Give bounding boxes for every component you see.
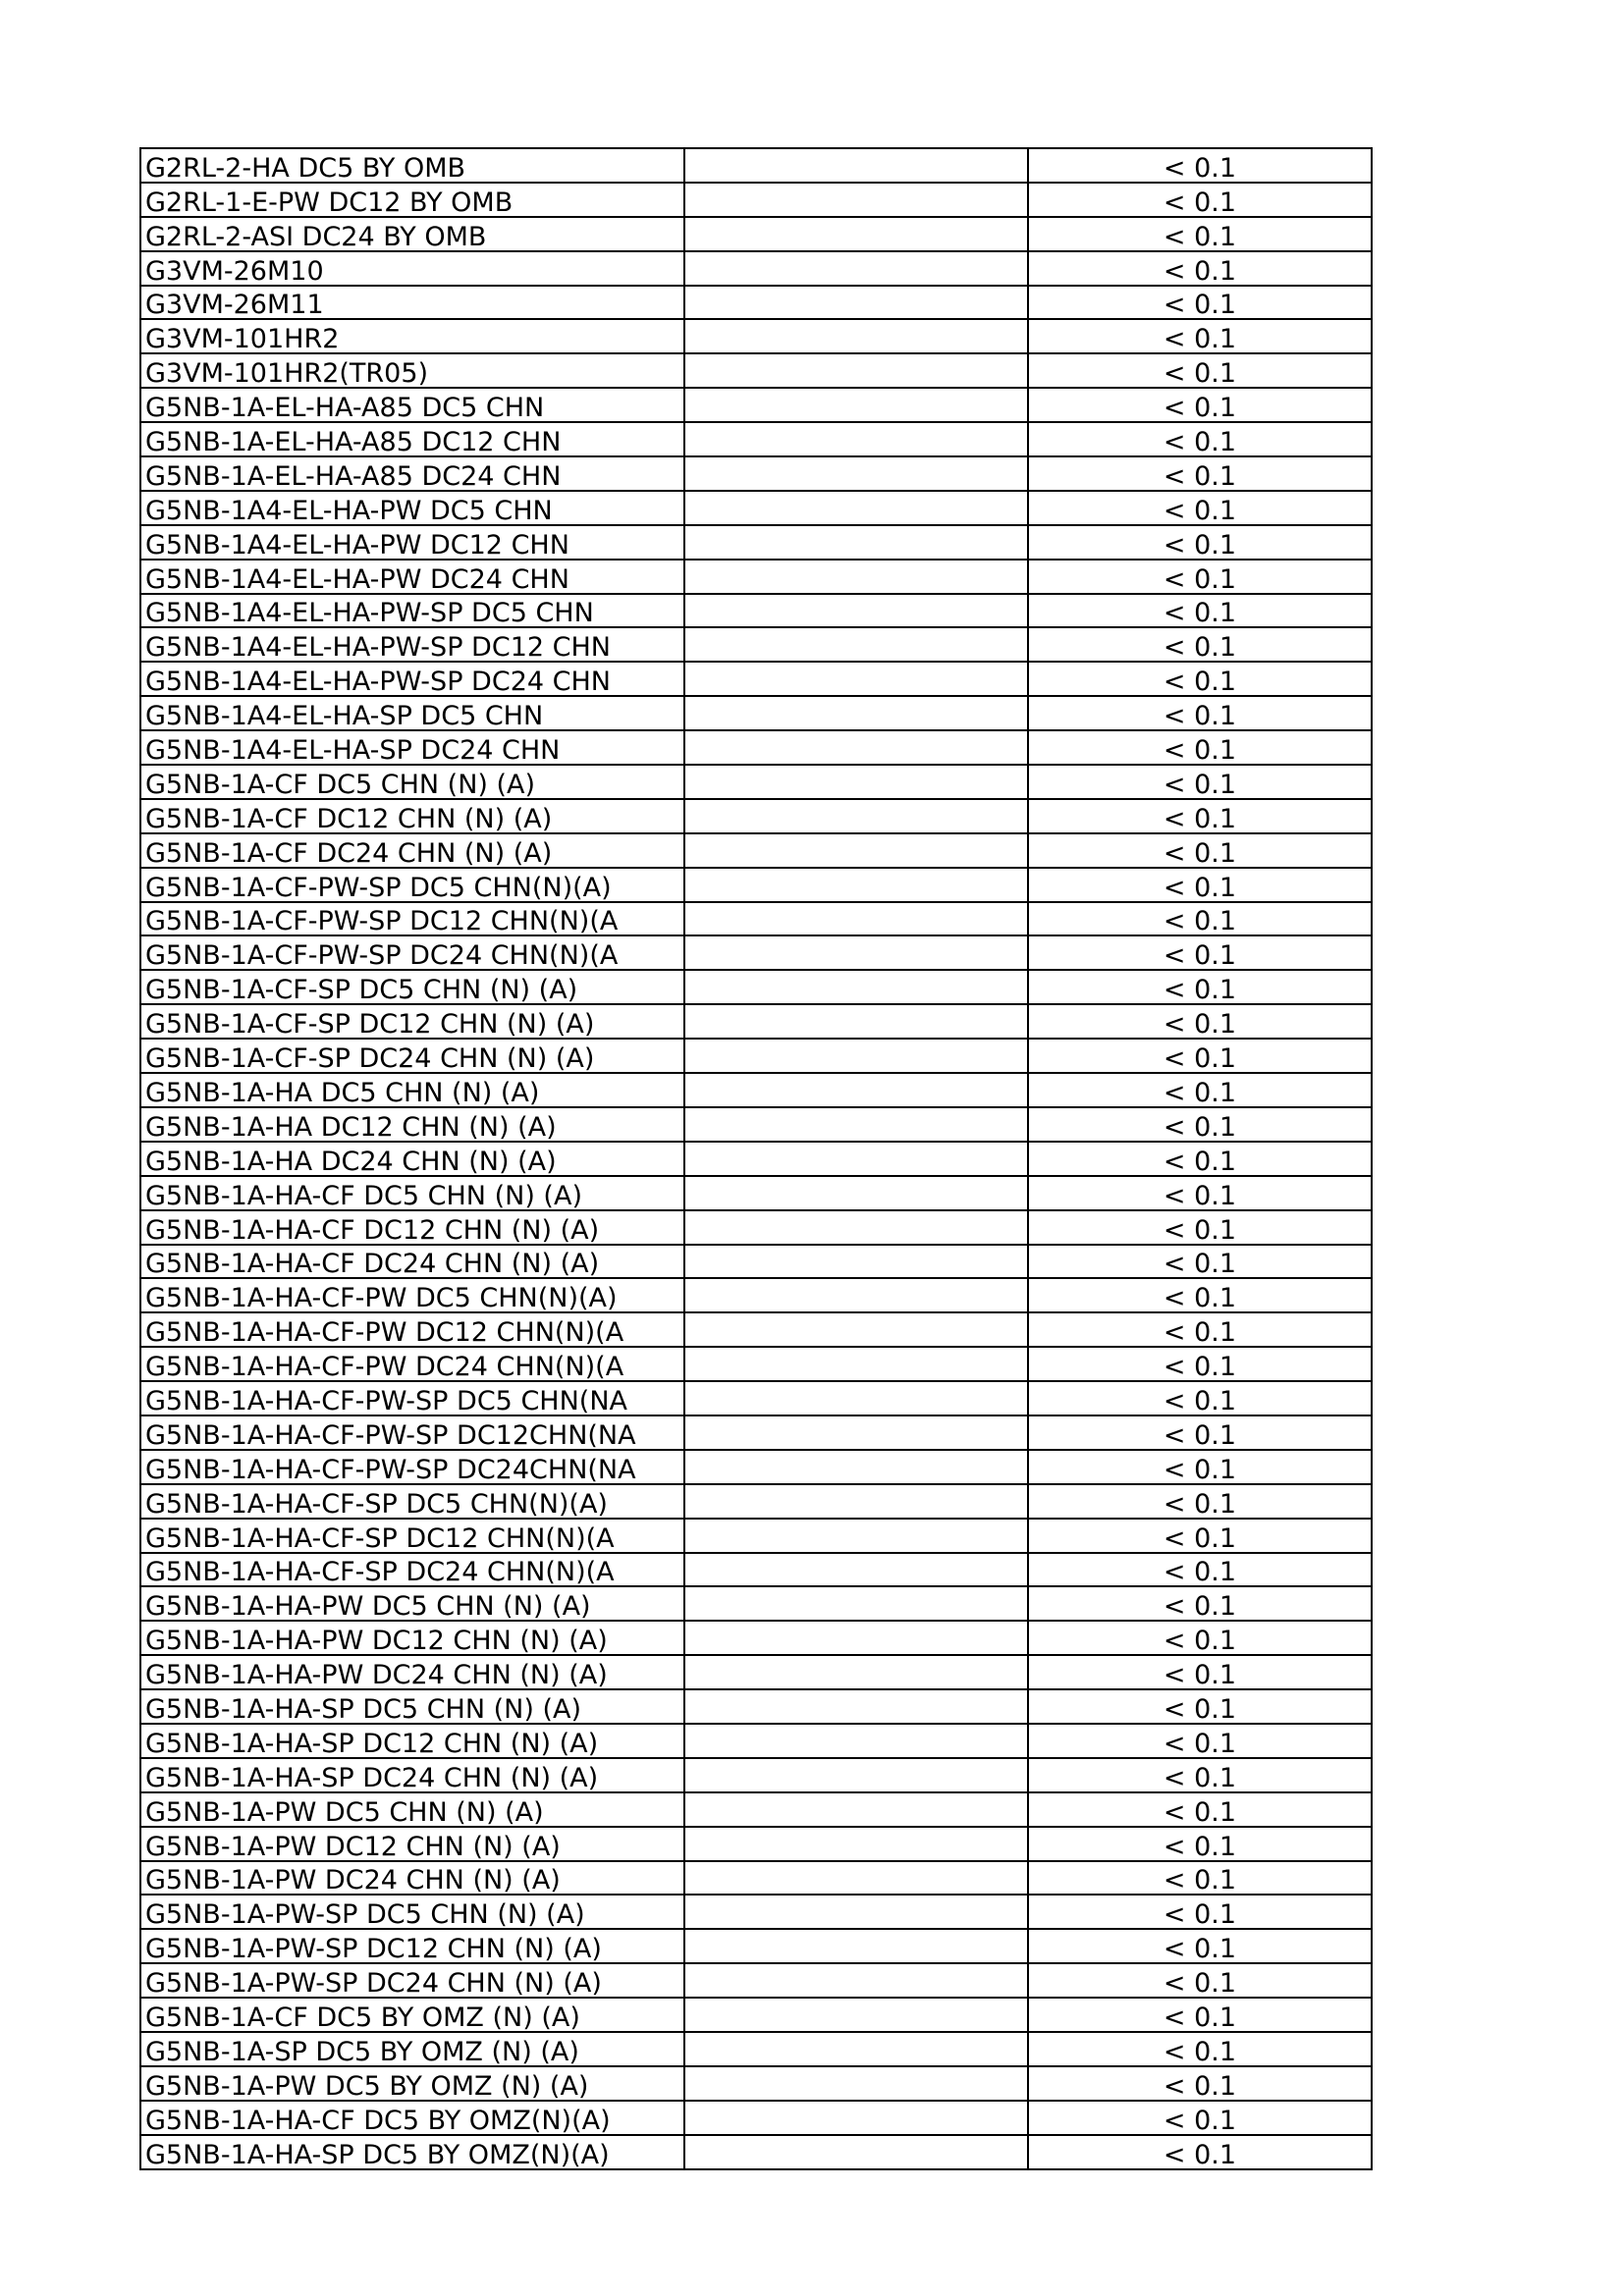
blank-cell <box>684 1484 1028 1519</box>
part-number-cell: G5NB-1A-EL-HA-A85 DC12 CHN <box>140 422 684 456</box>
table-row <box>140 1553 1372 1587</box>
part-number-cell: G3VM-101HR2(TR05) <box>140 353 684 388</box>
table-row <box>140 902 1372 936</box>
part-number-cell: G5NB-1A-CF-PW-SP DC12 CHN(N)(A <box>140 902 684 936</box>
value-cell: < 0.1 <box>1028 388 1372 422</box>
table-row <box>140 1655 1372 1689</box>
value-cell: < 0.1 <box>1028 148 1372 183</box>
blank-cell <box>684 1073 1028 1107</box>
blank-cell <box>684 730 1028 765</box>
blank-cell <box>684 217 1028 251</box>
part-number-cell: G5NB-1A-HA-CF-PW DC24 CHN(N)(A <box>140 1347 684 1381</box>
blank-cell <box>684 868 1028 902</box>
value-cell: < 0.1 <box>1028 1312 1372 1347</box>
table-row <box>140 1347 1372 1381</box>
value-cell: < 0.1 <box>1028 525 1372 560</box>
part-number-cell: G5NB-1A-HA-PW DC5 CHN (N) (A) <box>140 1586 684 1621</box>
blank-cell <box>684 1553 1028 1587</box>
value-cell: < 0.1 <box>1028 1176 1372 1210</box>
table-row <box>140 353 1372 388</box>
part-number-cell: G5NB-1A-PW-SP DC12 CHN (N) (A) <box>140 1929 684 1963</box>
part-number-cell: G5NB-1A-HA-CF DC5 CHN (N) (A) <box>140 1176 684 1210</box>
part-number-cell: G5NB-1A4-EL-HA-SP DC24 CHN <box>140 730 684 765</box>
part-number-cell: G5NB-1A-HA-CF-PW-SP DC5 CHN(NA <box>140 1381 684 1415</box>
blank-cell <box>684 353 1028 388</box>
parts-table-body <box>140 148 1372 2169</box>
blank-cell <box>684 183 1028 217</box>
blank-cell <box>684 1827 1028 1861</box>
table-row <box>140 2066 1372 2101</box>
value-cell: < 0.1 <box>1028 560 1372 594</box>
table-row <box>140 799 1372 833</box>
value-cell: < 0.1 <box>1028 2135 1372 2169</box>
value-cell: < 0.1 <box>1028 2066 1372 2101</box>
table-row <box>140 1278 1372 1312</box>
table-row <box>140 286 1372 320</box>
part-number-cell: G5NB-1A-CF DC24 CHN (N) (A) <box>140 833 684 868</box>
table-row <box>140 1792 1372 1827</box>
blank-cell <box>684 2066 1028 2101</box>
value-cell: < 0.1 <box>1028 868 1372 902</box>
blank-cell <box>684 1450 1028 1484</box>
value-cell: < 0.1 <box>1028 1381 1372 1415</box>
value-cell: < 0.1 <box>1028 456 1372 491</box>
blank-cell <box>684 286 1028 320</box>
table-row <box>140 970 1372 1004</box>
part-number-cell: G5NB-1A-HA-CF DC24 CHN (N) (A) <box>140 1245 684 1279</box>
blank-cell <box>684 1312 1028 1347</box>
part-number-cell: G5NB-1A4-EL-HA-PW-SP DC5 CHN <box>140 594 684 628</box>
value-cell: < 0.1 <box>1028 1039 1372 1073</box>
value-cell: < 0.1 <box>1028 1827 1372 1861</box>
value-cell: < 0.1 <box>1028 902 1372 936</box>
value-cell: < 0.1 <box>1028 730 1372 765</box>
table-row <box>140 525 1372 560</box>
blank-cell <box>684 1245 1028 1279</box>
part-number-cell: G5NB-1A4-EL-HA-PW-SP DC12 CHN <box>140 627 684 662</box>
value-cell: < 0.1 <box>1028 1724 1372 1758</box>
value-cell: < 0.1 <box>1028 1929 1372 1963</box>
table-row <box>140 1895 1372 1929</box>
table-row <box>140 388 1372 422</box>
part-number-cell: G5NB-1A-HA-CF DC5 BY OMZ(N)(A) <box>140 2101 684 2135</box>
table-row <box>140 1245 1372 1279</box>
table-row <box>140 1519 1372 1553</box>
blank-cell <box>684 662 1028 696</box>
blank-cell <box>684 1142 1028 1176</box>
table-row <box>140 1484 1372 1519</box>
blank-cell <box>684 1347 1028 1381</box>
part-number-cell: G5NB-1A-HA-CF-PW-SP DC24CHN(NA <box>140 1450 684 1484</box>
value-cell: < 0.1 <box>1028 1998 1372 2032</box>
part-number-cell: G5NB-1A-HA-CF-PW-SP DC12CHN(NA <box>140 1415 684 1450</box>
value-cell: < 0.1 <box>1028 1073 1372 1107</box>
table-row <box>140 1107 1372 1142</box>
table-row <box>140 1415 1372 1450</box>
part-number-cell: G5NB-1A-CF DC12 CHN (N) (A) <box>140 799 684 833</box>
table-row <box>140 1758 1372 1792</box>
table-row <box>140 1381 1372 1415</box>
blank-cell <box>684 1586 1028 1621</box>
blank-cell <box>684 1861 1028 1896</box>
value-cell: < 0.1 <box>1028 696 1372 730</box>
table-row <box>140 456 1372 491</box>
table-row <box>140 183 1372 217</box>
table-row <box>140 1689 1372 1724</box>
value-cell: < 0.1 <box>1028 491 1372 525</box>
value-cell: < 0.1 <box>1028 594 1372 628</box>
part-number-cell: G5NB-1A4-EL-HA-PW-SP DC24 CHN <box>140 662 684 696</box>
blank-cell <box>684 1415 1028 1450</box>
part-number-cell: G5NB-1A-HA-CF DC12 CHN (N) (A) <box>140 1210 684 1245</box>
part-number-cell: G5NB-1A-HA-PW DC12 CHN (N) (A) <box>140 1621 684 1655</box>
part-number-cell: G5NB-1A-CF-PW-SP DC5 CHN(N)(A) <box>140 868 684 902</box>
blank-cell <box>684 902 1028 936</box>
blank-cell <box>684 1689 1028 1724</box>
value-cell: < 0.1 <box>1028 1621 1372 1655</box>
part-number-cell: G2RL-2-ASI DC24 BY OMB <box>140 217 684 251</box>
value-cell: < 0.1 <box>1028 422 1372 456</box>
blank-cell <box>684 1381 1028 1415</box>
part-number-cell: G5NB-1A-PW-SP DC24 CHN (N) (A) <box>140 1963 684 1998</box>
part-number-cell: G5NB-1A-HA-PW DC24 CHN (N) (A) <box>140 1655 684 1689</box>
value-cell: < 0.1 <box>1028 286 1372 320</box>
table-row <box>140 1073 1372 1107</box>
table-row <box>140 1998 1372 2032</box>
part-number-cell: G5NB-1A-HA-SP DC24 CHN (N) (A) <box>140 1758 684 1792</box>
table-row <box>140 491 1372 525</box>
part-number-cell: G5NB-1A-HA-CF-SP DC24 CHN(N)(A <box>140 1553 684 1587</box>
blank-cell <box>684 560 1028 594</box>
blank-cell <box>684 627 1028 662</box>
value-cell: < 0.1 <box>1028 1347 1372 1381</box>
part-number-cell: G5NB-1A-CF-SP DC5 CHN (N) (A) <box>140 970 684 1004</box>
table-row <box>140 1586 1372 1621</box>
part-number-cell: G5NB-1A4-EL-HA-PW DC5 CHN <box>140 491 684 525</box>
table-row <box>140 251 1372 286</box>
part-number-cell: G5NB-1A-HA-SP DC12 CHN (N) (A) <box>140 1724 684 1758</box>
blank-cell <box>684 1107 1028 1142</box>
value-cell: < 0.1 <box>1028 662 1372 696</box>
blank-cell <box>684 1039 1028 1073</box>
part-number-cell: G5NB-1A-HA-CF-PW DC5 CHN(N)(A) <box>140 1278 684 1312</box>
blank-cell <box>684 2135 1028 2169</box>
blank-cell <box>684 491 1028 525</box>
table-row <box>140 1861 1372 1896</box>
part-number-cell: G2RL-1-E-PW DC12 BY OMB <box>140 183 684 217</box>
table-row <box>140 627 1372 662</box>
blank-cell <box>684 833 1028 868</box>
blank-cell <box>684 148 1028 183</box>
table-row <box>140 594 1372 628</box>
value-cell: < 0.1 <box>1028 1450 1372 1484</box>
table-row <box>140 662 1372 696</box>
part-number-cell: G5NB-1A-HA-CF-SP DC5 CHN(N)(A) <box>140 1484 684 1519</box>
value-cell: < 0.1 <box>1028 1278 1372 1312</box>
part-number-cell: G2RL-2-HA DC5 BY OMB <box>140 148 684 183</box>
value-cell: < 0.1 <box>1028 217 1372 251</box>
value-cell: < 0.1 <box>1028 1586 1372 1621</box>
blank-cell <box>684 2032 1028 2066</box>
table-row <box>140 935 1372 970</box>
table-row <box>140 1963 1372 1998</box>
value-cell: < 0.1 <box>1028 1689 1372 1724</box>
value-cell: < 0.1 <box>1028 319 1372 353</box>
part-number-cell: G5NB-1A4-EL-HA-SP DC5 CHN <box>140 696 684 730</box>
table-row <box>140 1312 1372 1347</box>
blank-cell <box>684 1792 1028 1827</box>
value-cell: < 0.1 <box>1028 1758 1372 1792</box>
part-number-cell: G5NB-1A-PW-SP DC5 CHN (N) (A) <box>140 1895 684 1929</box>
blank-cell <box>684 1176 1028 1210</box>
table-row <box>140 833 1372 868</box>
part-number-cell: G5NB-1A-EL-HA-A85 DC24 CHN <box>140 456 684 491</box>
value-cell: < 0.1 <box>1028 1004 1372 1039</box>
part-number-cell: G5NB-1A-HA DC12 CHN (N) (A) <box>140 1107 684 1142</box>
part-number-cell: G5NB-1A-CF-SP DC12 CHN (N) (A) <box>140 1004 684 1039</box>
blank-cell <box>684 1724 1028 1758</box>
table-row <box>140 2101 1372 2135</box>
blank-cell <box>684 799 1028 833</box>
value-cell: < 0.1 <box>1028 1861 1372 1896</box>
part-number-cell: G5NB-1A4-EL-HA-PW DC24 CHN <box>140 560 684 594</box>
blank-cell <box>684 388 1028 422</box>
blank-cell <box>684 970 1028 1004</box>
blank-cell <box>684 1895 1028 1929</box>
blank-cell <box>684 1758 1028 1792</box>
value-cell: < 0.1 <box>1028 1792 1372 1827</box>
table-row <box>140 1929 1372 1963</box>
blank-cell <box>684 456 1028 491</box>
value-cell: < 0.1 <box>1028 251 1372 286</box>
part-number-cell: G5NB-1A-HA DC24 CHN (N) (A) <box>140 1142 684 1176</box>
table-row <box>140 765 1372 799</box>
part-number-cell: G5NB-1A-CF-PW-SP DC24 CHN(N)(A <box>140 935 684 970</box>
value-cell: < 0.1 <box>1028 1484 1372 1519</box>
part-number-cell: G3VM-26M10 <box>140 251 684 286</box>
blank-cell <box>684 1655 1028 1689</box>
table-row <box>140 696 1372 730</box>
part-number-cell: G5NB-1A-PW DC5 CHN (N) (A) <box>140 1792 684 1827</box>
blank-cell <box>684 1278 1028 1312</box>
value-cell: < 0.1 <box>1028 1519 1372 1553</box>
blank-cell <box>684 251 1028 286</box>
part-number-cell: G5NB-1A-CF-SP DC24 CHN (N) (A) <box>140 1039 684 1073</box>
table-row <box>140 148 1372 183</box>
part-number-cell: G5NB-1A-EL-HA-A85 DC5 CHN <box>140 388 684 422</box>
part-number-cell: G5NB-1A-PW DC5 BY OMZ (N) (A) <box>140 2066 684 2101</box>
part-number-cell: G5NB-1A-PW DC12 CHN (N) (A) <box>140 1827 684 1861</box>
table-row <box>140 1004 1372 1039</box>
table-row <box>140 2032 1372 2066</box>
part-number-cell: G5NB-1A-HA DC5 CHN (N) (A) <box>140 1073 684 1107</box>
table-row <box>140 1142 1372 1176</box>
value-cell: < 0.1 <box>1028 1415 1372 1450</box>
blank-cell <box>684 1621 1028 1655</box>
blank-cell <box>684 935 1028 970</box>
table-row <box>140 1210 1372 1245</box>
blank-cell <box>684 525 1028 560</box>
blank-cell <box>684 422 1028 456</box>
value-cell: < 0.1 <box>1028 1142 1372 1176</box>
table-row <box>140 422 1372 456</box>
blank-cell <box>684 1210 1028 1245</box>
value-cell: < 0.1 <box>1028 765 1372 799</box>
blank-cell <box>684 594 1028 628</box>
value-cell: < 0.1 <box>1028 1655 1372 1689</box>
blank-cell <box>684 696 1028 730</box>
value-cell: < 0.1 <box>1028 935 1372 970</box>
value-cell: < 0.1 <box>1028 2101 1372 2135</box>
value-cell: < 0.1 <box>1028 1210 1372 1245</box>
table-row <box>140 1621 1372 1655</box>
table-row <box>140 319 1372 353</box>
blank-cell <box>684 1963 1028 1998</box>
part-number-cell: G3VM-101HR2 <box>140 319 684 353</box>
part-number-cell: G5NB-1A-CF DC5 BY OMZ (N) (A) <box>140 1998 684 2032</box>
blank-cell <box>684 1519 1028 1553</box>
part-number-cell: G5NB-1A-PW DC24 CHN (N) (A) <box>140 1861 684 1896</box>
table-row <box>140 730 1372 765</box>
value-cell: < 0.1 <box>1028 970 1372 1004</box>
part-number-cell: G5NB-1A-HA-SP DC5 CHN (N) (A) <box>140 1689 684 1724</box>
table-row <box>140 1724 1372 1758</box>
value-cell: < 0.1 <box>1028 1245 1372 1279</box>
value-cell: < 0.1 <box>1028 1553 1372 1587</box>
blank-cell <box>684 1998 1028 2032</box>
table-row <box>140 1176 1372 1210</box>
table-row <box>140 1450 1372 1484</box>
blank-cell <box>684 765 1028 799</box>
table-row <box>140 560 1372 594</box>
blank-cell <box>684 319 1028 353</box>
value-cell: < 0.1 <box>1028 1895 1372 1929</box>
blank-cell <box>684 1929 1028 1963</box>
table-row <box>140 217 1372 251</box>
table-row <box>140 1827 1372 1861</box>
part-number-cell: G5NB-1A-SP DC5 BY OMZ (N) (A) <box>140 2032 684 2066</box>
part-number-cell: G5NB-1A4-EL-HA-PW DC12 CHN <box>140 525 684 560</box>
value-cell: < 0.1 <box>1028 183 1372 217</box>
table-row <box>140 868 1372 902</box>
table-row <box>140 2135 1372 2169</box>
table-row <box>140 1039 1372 1073</box>
part-number-cell: G5NB-1A-HA-SP DC5 BY OMZ(N)(A) <box>140 2135 684 2169</box>
value-cell: < 0.1 <box>1028 353 1372 388</box>
value-cell: < 0.1 <box>1028 627 1372 662</box>
part-number-cell: G5NB-1A-HA-CF-PW DC12 CHN(N)(A <box>140 1312 684 1347</box>
blank-cell <box>684 1004 1028 1039</box>
value-cell: < 0.1 <box>1028 2032 1372 2066</box>
part-number-cell: G5NB-1A-CF DC5 CHN (N) (A) <box>140 765 684 799</box>
value-cell: < 0.1 <box>1028 1963 1372 1998</box>
part-number-cell: G5NB-1A-HA-CF-SP DC12 CHN(N)(A <box>140 1519 684 1553</box>
parts-table <box>139 147 1373 2170</box>
blank-cell <box>684 2101 1028 2135</box>
value-cell: < 0.1 <box>1028 833 1372 868</box>
value-cell: < 0.1 <box>1028 1107 1372 1142</box>
part-number-cell: G3VM-26M11 <box>140 286 684 320</box>
value-cell: < 0.1 <box>1028 799 1372 833</box>
